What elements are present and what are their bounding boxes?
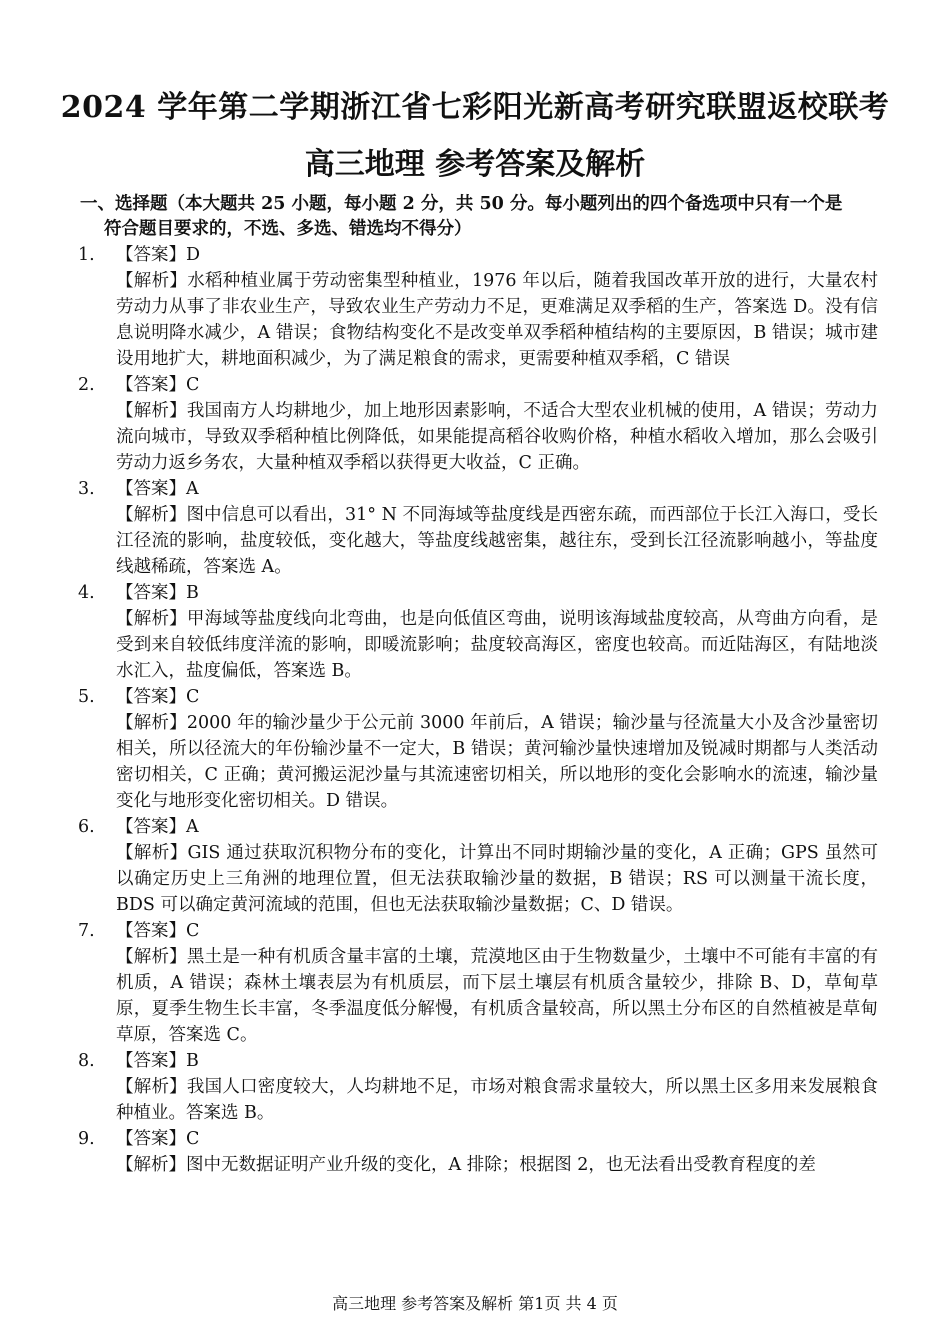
question-answer: 【答案】B (116, 1051, 199, 1071)
question-5 (78, 684, 878, 814)
document-subtitle: 高三地理 参考答案及解析 (304, 147, 646, 182)
question-answer: 【答案】C (116, 921, 200, 941)
question-answer: 【答案】C (116, 375, 200, 395)
question-number: 4. (78, 583, 95, 603)
question-number: 6. (78, 817, 95, 837)
question-explanation: 【解析】我国人口密度较大，人均耕地不足，市场对粮食需求量较大，所以黑土区多用来发展粮食种植业。答案选 B。 (116, 1077, 878, 1123)
question-explanation: 【解析】2000 年的输沙量少于公元前 3000 年前后，A 错误；输沙量与径流量大小及含沙量密切相关，所以径流大的年份输沙量不一定大，B 错误；黄河输沙量快速增加及锐减时期都与人类活动密切相关，C 正确；黄河搬运泥沙量与其流速密切相关，所以地形的变化会影响水的流速，输沙量变化与地形变化密切相关。D 错误。 (116, 713, 878, 811)
question-answer: 【答案】C (116, 687, 200, 707)
question-explanation: 【解析】黑土是一种有机质含量丰富的土壤，荒漠地区由于生物数量少，土壤中不可能有丰富的有机质，A 错误；森林土壤表层为有机质层，而下层土壤层有机质含量较少，排除 B、D，草甸草原，夏季生物生长丰富，冬季温度低分解慢，有机质含量较高，所以黑土分布区的自然植被是草甸草原，答案选 C。 (116, 947, 878, 1045)
section-heading (80, 192, 880, 242)
question-explanation: 【解析】图中无数据证明产业升级的变化，A 排除；根据图 2，也无法看出受教育程度的差 (116, 1155, 816, 1175)
section-heading-line1: 一、选择题（本大题共 25 小题，每小题 2 分，共 50 分。每小题列出的四个备选项中只有一个是 (80, 194, 843, 214)
question-answer: 【答案】C (116, 1129, 200, 1149)
question-answer: 【答案】A (116, 817, 199, 837)
question-answer: 【答案】D (116, 245, 201, 265)
question-9 (78, 1126, 878, 1178)
question-8 (78, 1048, 878, 1126)
question-4 (78, 580, 878, 684)
question-number: 8. (78, 1051, 95, 1071)
question-number: 5. (78, 687, 95, 707)
question-number: 9. (78, 1129, 95, 1149)
question-explanation: 【解析】甲海域等盐度线向北弯曲，也是向低值区弯曲，说明该海域盐度较高，从弯曲方向看，是受到来自较低纬度洋流的影响，即暖流影响；盐度较高海区，密度也较高。而近陆海区，有陆地淡水汇入，盐度偏低，答案选 B。 (116, 609, 878, 681)
question-list (78, 242, 878, 1178)
question-number: 1. (78, 245, 95, 265)
question-7 (78, 918, 878, 1048)
question-number: 2. (78, 375, 95, 395)
question-1 (78, 242, 878, 372)
question-number: 7. (78, 921, 95, 941)
question-2 (78, 372, 878, 476)
question-number: 3. (78, 479, 95, 499)
section-heading-line2: 符合题目要求的，不选、多选、错选均不得分） (104, 219, 472, 239)
question-6 (78, 814, 878, 918)
question-explanation: 【解析】水稻种植业属于劳动密集型种植业，1976 年以后，随着我国改革开放的进行，大量农村劳动力从事了非农业生产，导致农业生产劳动力不足，更难满足双季稻的生产，答案选 D。没有信息说明降水减少，A 错误；食物结构变化不是改变单双季稻种植结构的主要原因，B 错误；城市建设用地扩大，耕地面积减少，为了满足粮食的需求，更需要种植双季稻，C 错误 (116, 271, 878, 369)
document-title: 2024 学年第二学期浙江省七彩阳光新高考研究联盟返校联考 (60, 90, 890, 125)
question-explanation: 【解析】图中信息可以看出，31° N 不同海域等盐度线是西密东疏，而西部位于长江入海口，受长江径流的影响，盐度较低，变化越大，等盐度线越密集，越往东，受到长江径流影响越小，等盐度线越稀疏，答案选 A。 (116, 505, 878, 577)
question-3 (78, 476, 878, 580)
page-footer: 高三地理 参考答案及解析 第1页 共 4 页 (332, 1294, 618, 1313)
question-explanation: 【解析】GIS 通过获取沉积物分布的变化，计算出不同时期输沙量的变化，A 正确；GPS 虽然可以确定历史上三角洲的地理位置，但无法获取输沙量的数据，B 错误；RS 可以测量干流长度，BDS 可以确定黄河流域的范围，但也无法获取输沙量数据；C、D 错误。 (116, 843, 878, 915)
question-answer: 【答案】A (116, 479, 199, 499)
question-answer: 【答案】B (116, 583, 199, 603)
question-explanation: 【解析】我国南方人均耕地少，加上地形因素影响，不适合大型农业机械的使用，A 错误；劳动力流向城市，导致双季稻种植比例降低，如果能提高稻谷收购价格，种植水稻收入增加，那么会吸引劳动力返乡务农，大量种植双季稻以获得更大收益，C 正确。 (116, 401, 878, 473)
